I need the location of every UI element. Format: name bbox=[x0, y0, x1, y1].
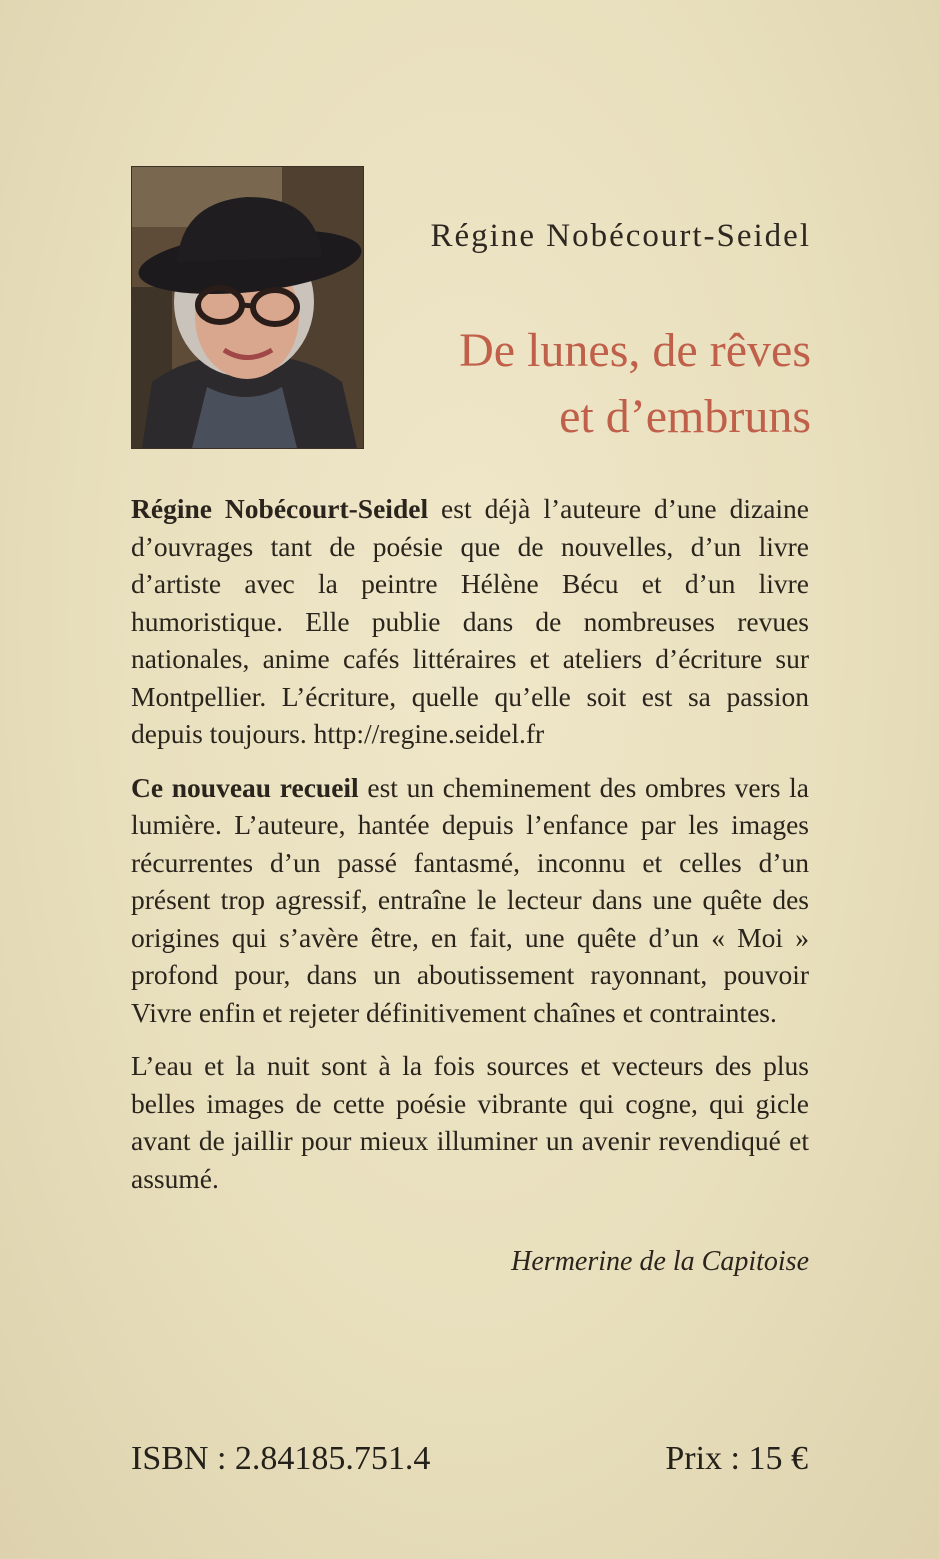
author-portrait-image bbox=[132, 167, 363, 448]
blurb-text bbox=[131, 490, 809, 1213]
blurb-paragraph-3 bbox=[131, 1047, 809, 1197]
author-name: Régine Nobécourt-Seidel bbox=[430, 218, 811, 254]
paragraph-1-text: est déjà l’auteure d’une dizaine d’ouvrages tant de poésie que de nouvelles, d’un livre d’artiste avec la peintre Hélène Bécu et d’un livre humoristique. Elle publie dans de nombreuses revues nationales, anime cafés littéraires et ateliers d’écriture sur Montpellier. L’écriture, quelle qu’elle soit est sa passion depuis toujours. http://regine.seidel.fr bbox=[131, 493, 809, 749]
book-title bbox=[380, 318, 811, 450]
blurb-paragraph-1 bbox=[131, 490, 809, 753]
paragraph-3-text: L’eau et la nuit sont à la fois sources et vecteurs des plus belles images de cette poésie vibrante qui cogne, qui gicle avant de jaillir pour mieux illuminer un avenir revendiqué et assumé. bbox=[131, 1050, 809, 1194]
isbn: ISBN : 2.84185.751.4 bbox=[131, 1440, 431, 1477]
paragraph-1-bold: Régine Nobécourt-Seidel bbox=[131, 493, 429, 524]
book-title-line-2: et d’embruns bbox=[559, 390, 811, 443]
price: Prix : 15 € bbox=[665, 1440, 808, 1477]
book-title-line-1: De lunes, de rêves bbox=[459, 324, 811, 377]
paragraph-2-bold: Ce nouveau recueil bbox=[131, 771, 359, 803]
blurb-paragraph-2 bbox=[131, 769, 809, 1032]
blurb-signature: Hermerine de la Capitoise bbox=[511, 1246, 809, 1277]
author-photo bbox=[131, 166, 364, 449]
paragraph-2-text: est un cheminement des ombres vers la lumière. L’auteure, hantée depuis l’enfance par les images récurrentes d’un passé fantasmé, inconnu et celles d’un présent trop agressif, entraîne le lecteur dans une quête des origines qui s’avère être, en fait, une quête d’un « Moi » profond pour, dans un aboutissement rayonnant, pouvoir Vivre enfin et rejeter définitivement chaînes et contraintes. bbox=[131, 771, 809, 1028]
